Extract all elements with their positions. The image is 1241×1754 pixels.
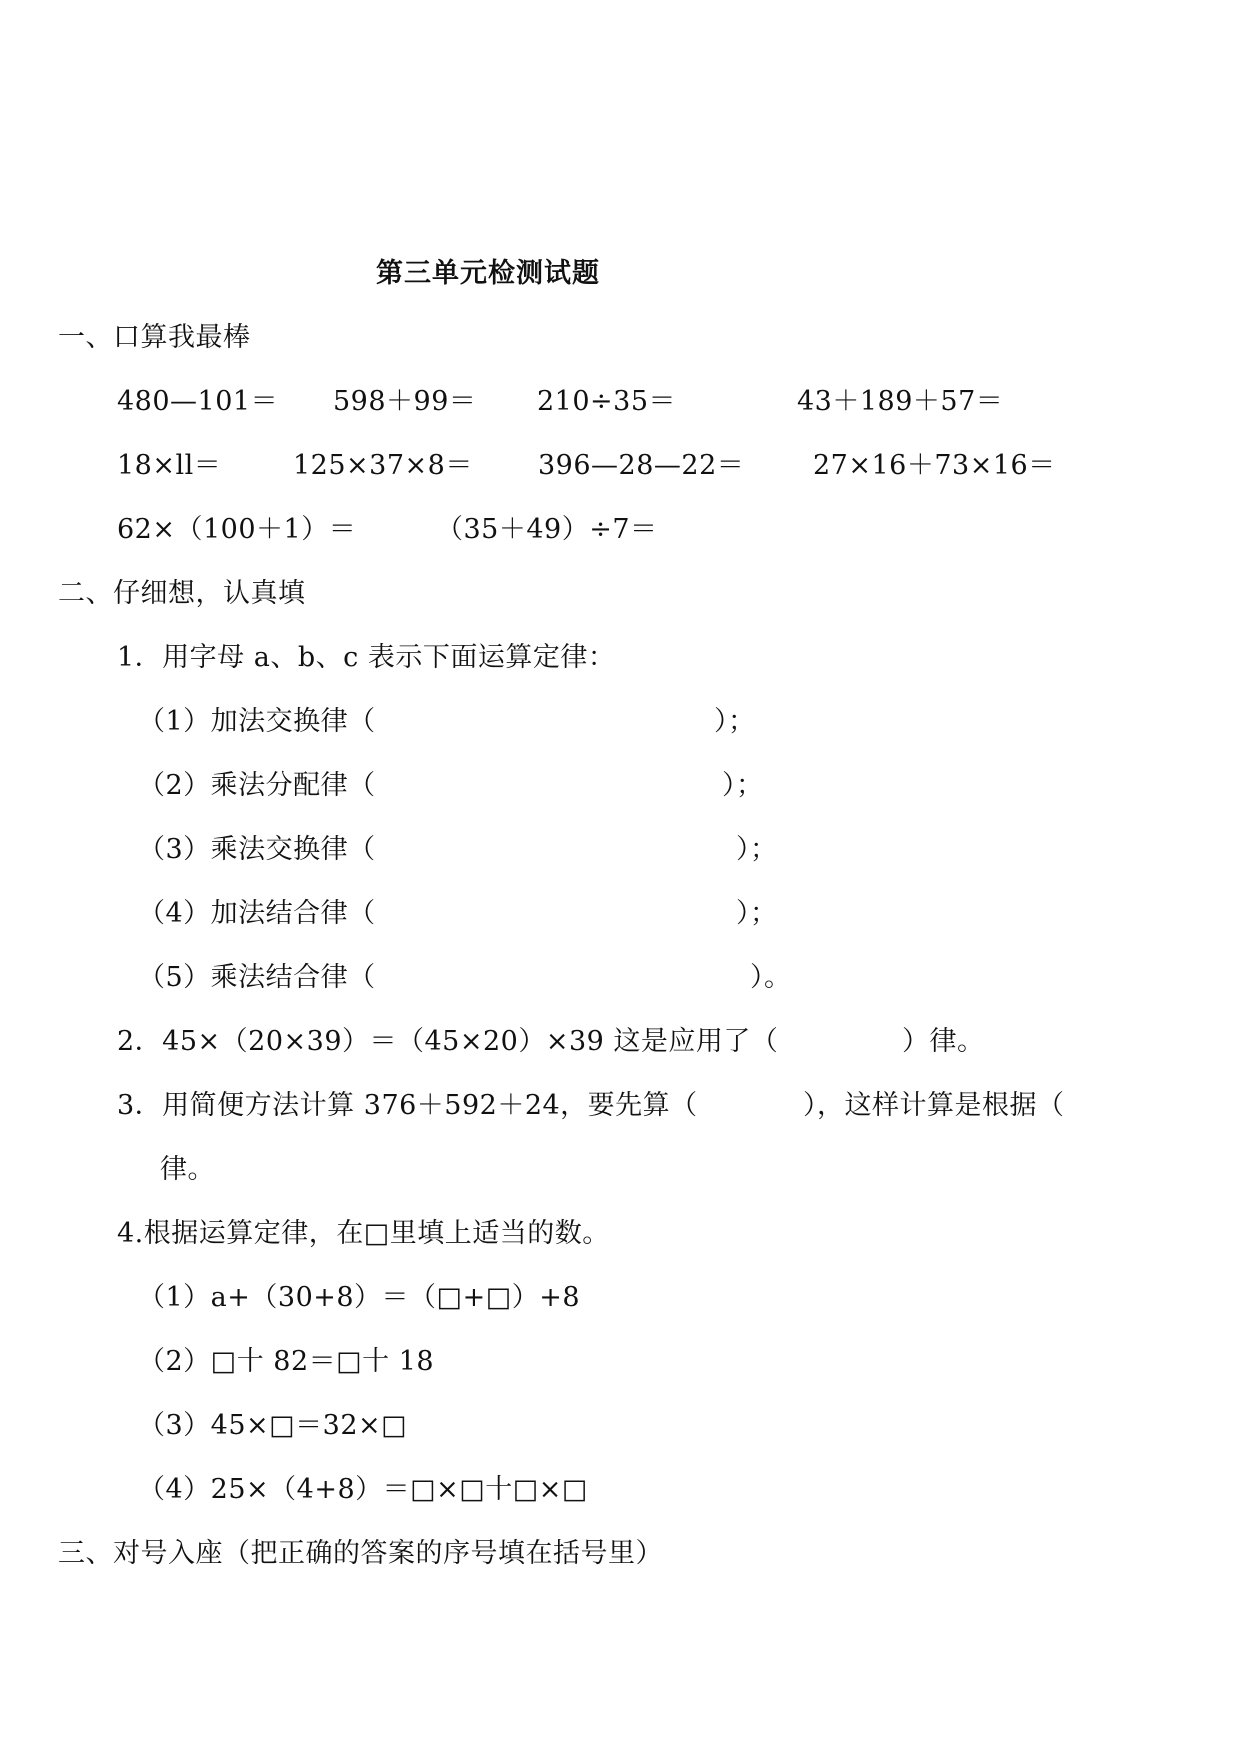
question-3-middle: ），这样计算是根据（: [803, 1090, 1065, 1121]
law-item-label: （4）加法结合律（: [138, 898, 376, 929]
mental-math-item: （35＋49）÷7＝: [436, 514, 658, 545]
mental-math-item: 210÷35＝: [537, 386, 677, 417]
page-title: 第三单元检测试题: [376, 258, 600, 289]
section-3-heading: 三、对号入座（把正确的答案的序号填在括号里）: [58, 1538, 663, 1569]
fill-box-item: （3）45×□＝32×□: [138, 1410, 408, 1441]
law-item-label: （1）加法交换律（: [138, 706, 376, 737]
mental-math-item: 43＋189＋57＝: [797, 386, 1004, 417]
law-item-end: ）；: [736, 834, 778, 865]
mental-math-item: 480—101＝: [117, 386, 279, 417]
law-item-end: ）。: [750, 962, 792, 993]
section-2-heading: 二、仔细想，认真填: [58, 578, 306, 609]
question-3-text: 3．用简便方法计算 376＋592＋24，要先算（: [117, 1090, 698, 1121]
law-item-label: （5）乘法结合律（: [138, 962, 376, 993]
law-item-end: ）；: [714, 706, 756, 737]
fill-box-item: （4）25×（4+8）＝□×□十□×□: [138, 1474, 588, 1505]
section-1-heading: 一、口算我最棒: [58, 322, 251, 353]
question-4-stem: 4.根据运算定律，在□里填上适当的数。: [117, 1218, 610, 1249]
mental-math-item: 27×16＋73×16＝: [813, 450, 1056, 481]
law-item-label: （2）乘法分配律（: [138, 770, 376, 801]
question-2-text: 2．45×（20×39）＝（45×20）×39 这是应用了（: [117, 1026, 779, 1057]
law-item-end: ）；: [736, 898, 778, 929]
fill-box-item: （1）a+（30+8）＝（□+□）+8: [138, 1282, 581, 1313]
question-2-end: ）律。: [902, 1026, 985, 1057]
mental-math-item: 62×（100＋1）＝: [117, 514, 357, 545]
fill-box-item: （2）□十 82＝□十 18: [138, 1346, 435, 1377]
mental-math-item: 396—28—22＝: [538, 450, 745, 481]
mental-math-item: 598＋99＝: [333, 386, 477, 417]
mental-math-item: 18×ll＝: [117, 450, 222, 481]
question-3-continuation: 律。: [160, 1154, 215, 1185]
question-1-stem: 1．用字母 a、b、c 表示下面运算定律：: [117, 642, 616, 673]
mental-math-item: 125×37×8＝: [293, 450, 473, 481]
law-item-end: ）；: [722, 770, 764, 801]
law-item-label: （3）乘法交换律（: [138, 834, 376, 865]
